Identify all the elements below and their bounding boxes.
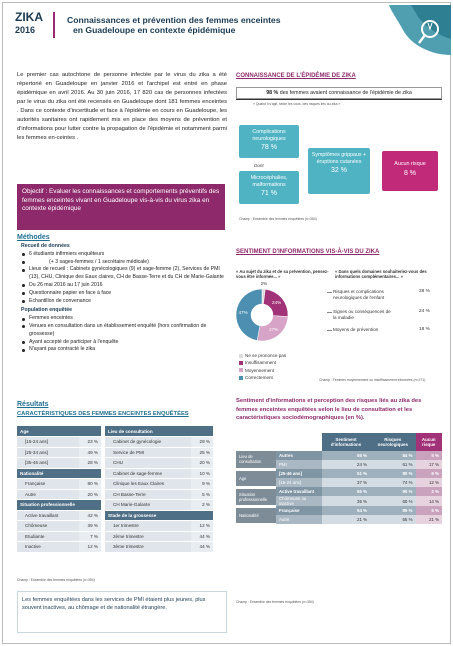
table-row bbox=[236, 506, 442, 515]
table-cell-value: 21 % bbox=[322, 515, 370, 524]
knowledge-stat-box bbox=[236, 87, 442, 99]
table-cell-value: 24 % bbox=[322, 460, 370, 469]
table-cell-label: CH Basse-Terre bbox=[105, 489, 191, 500]
characteristics-table-right bbox=[105, 426, 213, 553]
table-cell-value: 21 % bbox=[416, 515, 443, 524]
donut-data-label: 47% bbox=[238, 310, 248, 316]
table-cell-value: 12 % bbox=[416, 478, 443, 487]
table-row bbox=[105, 426, 213, 437]
table-cell-label: CH Marie-Galante bbox=[105, 500, 191, 511]
connector-line bbox=[327, 312, 332, 313]
table-row bbox=[105, 531, 213, 542]
recueil-list bbox=[21, 251, 229, 306]
table-cell-value: 80 % bbox=[79, 479, 101, 490]
legend-swatch bbox=[239, 361, 243, 365]
table-section-header: Lieu de consultation bbox=[105, 426, 213, 437]
table-row bbox=[105, 510, 213, 521]
list-item: Venues en consultation dans un établissement enquêté (hors confirmation de grossesse) bbox=[21, 323, 229, 339]
recueil-title: Recueil de données bbox=[21, 243, 70, 249]
knowledge-stat-value: 98 % bbox=[266, 90, 279, 96]
table-cell-value: 35 % bbox=[322, 496, 370, 506]
perception-heading: Sentiment d'informations et perception des risques liés au zika des femmes enceintes enquêtées selon le lieu de consultation et les caractéristiques sociodémographiques (en %). bbox=[236, 398, 422, 422]
table-cell-value: 2 % bbox=[416, 487, 443, 496]
table-cell-value: 28 % bbox=[79, 458, 101, 469]
population-title: Population enquêtée bbox=[21, 307, 73, 314]
connector-line bbox=[327, 330, 332, 331]
domain-value: 28 % bbox=[419, 289, 430, 294]
table-cell-value: 90 % bbox=[370, 487, 415, 496]
domain-label: Risques et complications neurologiques de l'enfant bbox=[333, 289, 385, 300]
results-heading: Résultats bbox=[17, 401, 49, 408]
table-row bbox=[17, 531, 101, 542]
table-row bbox=[105, 479, 213, 490]
poster bbox=[2, 2, 451, 644]
table-row bbox=[17, 479, 101, 490]
title-divider bbox=[53, 12, 55, 38]
table-cell-value: 49 % bbox=[79, 447, 101, 458]
symptoms-label: Symptômes grippaux + éruptions cutanées bbox=[311, 152, 367, 165]
table-cell-value: 12 % bbox=[191, 521, 213, 532]
row-label: Autre bbox=[276, 515, 322, 524]
no-risk-label: Aucun risque bbox=[394, 161, 426, 167]
table-cell-value: 84 % bbox=[370, 451, 415, 460]
table-cell-value: 55 % bbox=[322, 451, 370, 460]
table-cell-label: Active travaillant bbox=[17, 510, 79, 521]
donut-labels bbox=[235, 281, 289, 342]
legend-swatch bbox=[239, 354, 243, 358]
domain-value: 18 % bbox=[419, 327, 430, 332]
table-cell-value: 10 % bbox=[191, 468, 213, 479]
source-note: Champ : Ensemble des femmes enquêtées (n=354) bbox=[236, 600, 314, 604]
table-cell-value: 65 % bbox=[322, 487, 370, 496]
list-item: Questionnaire papier en face à face bbox=[21, 290, 229, 298]
donut-data-label: 24% bbox=[272, 299, 282, 305]
complications-box bbox=[239, 125, 299, 158]
no-risk-box bbox=[382, 151, 438, 191]
microcephaly-box bbox=[239, 171, 299, 204]
group-label: Situation professionnelle bbox=[236, 487, 276, 506]
legend-label: Ne se prononce pas bbox=[245, 353, 287, 358]
donut-data-label: 2% bbox=[260, 281, 268, 287]
table-cell-value: 80 % bbox=[370, 469, 415, 478]
group-label: Age bbox=[236, 469, 276, 487]
table-row bbox=[105, 437, 213, 448]
domain-label: Moyens de prévention bbox=[333, 327, 379, 332]
table-cell-value: 44 % bbox=[191, 542, 213, 553]
table-cell-value: 5 % bbox=[416, 451, 443, 460]
table-column-header: Sentiment d'informations bbox=[322, 433, 370, 451]
table-cell-value: 5 % bbox=[416, 506, 443, 515]
table-cell-value: 17 % bbox=[416, 460, 443, 469]
title-line-1: Connaissances et prévention des femmes enceintes bbox=[67, 15, 281, 25]
objective-box: Objectif : Evaluer les connaissances et comportements préventifs des femmes enceintes vivant en Guadeloupe vis-à-vis du virus zika en contexte épidémique bbox=[17, 184, 225, 230]
risk-question: « Quand il s'agit, selon les vous, des risques liés au zika » bbox=[253, 102, 341, 106]
knowledge-heading: CONNAISSANCE DE L'ÉPIDÉMIE DE ZIKA bbox=[236, 73, 356, 79]
table-cell-value: 37 % bbox=[322, 478, 370, 487]
legend-label: Insuffisamment bbox=[245, 360, 277, 366]
row-label: [15-24 ans] bbox=[276, 478, 322, 487]
legend-item bbox=[239, 359, 319, 366]
table-section-header: Age bbox=[17, 426, 101, 437]
complications-value: 78 % bbox=[261, 143, 277, 151]
table-row bbox=[17, 500, 101, 511]
symptoms-box bbox=[308, 148, 370, 194]
table-header-row bbox=[236, 433, 442, 451]
row-label: [25-46 ans] bbox=[276, 469, 322, 478]
table-cell-label: Chômeuse bbox=[17, 521, 79, 532]
donut-legend bbox=[239, 352, 319, 381]
characteristics-table-left bbox=[17, 426, 101, 553]
table-cell-value: 61 % bbox=[370, 460, 415, 469]
table-section-header: Nationalité bbox=[17, 468, 101, 479]
information-heading: SENTIMENT D'INFORMATIONS VIS-À-VIS DU ZIKA bbox=[236, 249, 380, 255]
divider bbox=[236, 99, 442, 100]
table-section-header: Stade de la grossesse bbox=[105, 510, 213, 521]
table-cell-value: 5 % bbox=[191, 489, 213, 500]
table-row bbox=[236, 487, 442, 496]
question-right: « Dans quels domaines souhaiteriez-vous des informations complémentaires... » bbox=[335, 269, 427, 280]
table-column-header: Aucun risque bbox=[416, 433, 443, 451]
table-cell-value: 74 % bbox=[370, 478, 415, 487]
intro-paragraph: Le premier cas autochtone de personne infectée par le virus du zika a été répertorié en Guadeloupe en janvier 2016 et l'archipel est entré en phase épidémique en avril 2016. Au 30 juin 2016, 17 820 cas de personnes infectées par le virus du zika ont été recensés en Guadeloupe dont 181 femmes enceintes . Dans ce contexte d'incertitude et face à l'épidémie en cours en Guadeloupe, les autorités sanitaires ont rapidement mis en place des moyens de prévention et d'informations pour lutter contre la propagation de l'épidémie et notamment parmi les femmes en-ceintes . bbox=[17, 72, 227, 141]
table-row bbox=[105, 521, 213, 532]
table-cell-value: 12 % bbox=[79, 542, 101, 553]
table-row bbox=[105, 468, 213, 479]
table-cell-value: 7 % bbox=[79, 531, 101, 542]
table-row bbox=[17, 521, 101, 532]
question-left: « Au sujet du zika et de sa prévention, pensez-vous être informée... » bbox=[236, 269, 329, 280]
source-note: Champ : Ensemble des femmes enquêtées (n=354) bbox=[239, 217, 317, 221]
microcephaly-label: Microcéphalies, malformations bbox=[250, 175, 288, 188]
table-row bbox=[105, 447, 213, 458]
table-row bbox=[17, 510, 101, 521]
source-note: Champ : Ensemble des femmes enquêtées (n=354) bbox=[17, 578, 95, 582]
list-item: Lieux de recueil : Cabinets gynécologiques (9) et sage-femme (2), Services de PMI (13), CHU, Clinique des Eaux claires, CH de Basse-Terre et du CH de Marie-Galante bbox=[21, 266, 229, 282]
characteristics-heading: CARACTÉRISTIQUES DES FEMMES ENCEINTES ENQUÊTÉES bbox=[17, 411, 189, 417]
logo-icon bbox=[381, 5, 451, 55]
legend-item bbox=[239, 374, 319, 381]
table-cell-label: 3ème trimestre bbox=[105, 542, 191, 553]
domain-label: Signes ou conséquences de la maladie bbox=[333, 309, 391, 320]
knowledge-stat-text: des femmes avaient connaissance de l'épidémie de zika bbox=[279, 90, 412, 96]
table-cell-value: 23 % bbox=[79, 437, 101, 448]
legend-item bbox=[239, 367, 319, 374]
table-cell-value: 29 % bbox=[191, 437, 213, 448]
row-label: Active travaillant bbox=[276, 487, 322, 496]
table-row bbox=[17, 542, 101, 553]
table-cell-label: 1er trimestre bbox=[105, 521, 191, 532]
group-label: Nationalité bbox=[236, 506, 276, 524]
donut-data-label: 27% bbox=[269, 327, 279, 332]
table-cell-value: 54 % bbox=[322, 506, 370, 515]
table-row bbox=[236, 469, 442, 478]
row-label: PMI bbox=[276, 460, 322, 469]
table-row bbox=[105, 500, 213, 511]
row-label: Autres bbox=[276, 451, 322, 460]
table-row bbox=[17, 468, 101, 479]
table-cell-label: 2ème trimestre bbox=[105, 531, 191, 542]
table-row bbox=[17, 437, 101, 448]
population-list bbox=[21, 315, 229, 354]
no-risk-value: 8 % bbox=[403, 169, 417, 177]
table-cell-value: 51 % bbox=[322, 469, 370, 478]
legend-item bbox=[239, 352, 319, 359]
table-row bbox=[105, 489, 213, 500]
table-row bbox=[105, 542, 213, 553]
list-item: Echantillon de convenance bbox=[21, 298, 229, 306]
table-row bbox=[17, 458, 101, 469]
pmi-note-box: Les femmes enquêtées dans les services de PMI étaient plus jeunes, plus souvent inactives, au chômage et de nationalité étrangère. bbox=[17, 591, 227, 633]
table-cell-label: CHU bbox=[105, 458, 191, 469]
table-cell-label: Clinique les Eaux Claires bbox=[105, 479, 191, 490]
table-cell-label: Service de PMI bbox=[105, 447, 191, 458]
table-cell-label: [35-46 ans] bbox=[17, 458, 79, 469]
list-item: Femmes enceintes bbox=[21, 315, 229, 323]
table-cell-value: 14 % bbox=[416, 496, 443, 506]
table-cell-label: Cabinet de sage-femme bbox=[105, 468, 191, 479]
table-cell-label: Inactive bbox=[17, 542, 79, 553]
domain-value: 24 % bbox=[419, 309, 430, 314]
table-cell-value: 60 % bbox=[370, 496, 415, 506]
table-cell-value: 20 % bbox=[191, 458, 213, 469]
dont-label: Dont bbox=[254, 163, 264, 168]
legend-label: Correctement bbox=[245, 375, 273, 381]
complications-label: Complications neurologiques bbox=[252, 129, 286, 142]
table-cell-value: 2 % bbox=[191, 500, 213, 511]
table-cell-label: Cabinet de gynécologie bbox=[105, 437, 191, 448]
table-cell-label: Française bbox=[17, 479, 79, 490]
table-cell-value: 42 % bbox=[79, 510, 101, 521]
row-label: Chômeuse ou inactive bbox=[276, 496, 322, 506]
zika-label: ZIKA bbox=[15, 10, 43, 24]
table-row bbox=[17, 426, 101, 437]
table-cell-value: 44 % bbox=[191, 531, 213, 542]
table-cell-value: 20 % bbox=[79, 489, 101, 500]
group-label: Lieu de consultation bbox=[236, 451, 276, 469]
table-row bbox=[17, 447, 101, 458]
table-cell-label: [15-24 ans] bbox=[17, 437, 79, 448]
row-label: Française bbox=[276, 506, 322, 515]
symptoms-value: 32 % bbox=[331, 166, 347, 174]
table-corner bbox=[236, 433, 322, 451]
list-item: Du 26 mai 2016 au 17 juin 2016 bbox=[21, 282, 229, 290]
table-row bbox=[105, 458, 213, 469]
list-item: N'ayant pas contracté le zika bbox=[21, 346, 229, 354]
perception-table bbox=[236, 433, 442, 526]
table-cell-value: 9 % bbox=[191, 479, 213, 490]
table-row bbox=[17, 489, 101, 500]
list-item: (+ 3 sages-femmes / 1 secrétaire médicale) bbox=[21, 259, 229, 267]
legend-label: Moyennement bbox=[245, 367, 275, 373]
list-item: 6 étudiants infirmiers enquêteurs bbox=[21, 251, 229, 259]
table-row bbox=[236, 451, 442, 460]
legend-swatch bbox=[239, 376, 243, 380]
page-title bbox=[67, 15, 317, 36]
table-column-header: Risques neurologiques bbox=[370, 433, 415, 451]
table-cell-label: [25-34 ans] bbox=[17, 447, 79, 458]
legend-swatch bbox=[239, 368, 243, 372]
methods-section bbox=[21, 243, 229, 354]
table-cell-value: 85 % bbox=[370, 506, 415, 515]
table-cell-label: Etudiante bbox=[17, 531, 79, 542]
table-section-header: Situation professionnelle bbox=[17, 500, 101, 511]
microcephaly-value: 71 % bbox=[261, 189, 277, 197]
table-cell-value: 25 % bbox=[191, 447, 213, 458]
table-cell-value: 6 % bbox=[416, 469, 443, 478]
table-cell-value: 55 % bbox=[370, 515, 415, 524]
source-note: Champ : Femmes moyennement ou insuffisamment informées (n=271) bbox=[319, 378, 426, 382]
list-item: Ayant accepté de participer à l'enquête bbox=[21, 339, 229, 347]
table-cell-value: 39 % bbox=[79, 521, 101, 532]
connector-line bbox=[327, 292, 332, 293]
methods-heading: Méthodes bbox=[17, 234, 50, 241]
year-label: 2016 bbox=[15, 25, 36, 35]
table-cell-label: Autre bbox=[17, 489, 79, 500]
title-line-2: en Guadeloupe en contexte épidémique bbox=[73, 25, 236, 36]
